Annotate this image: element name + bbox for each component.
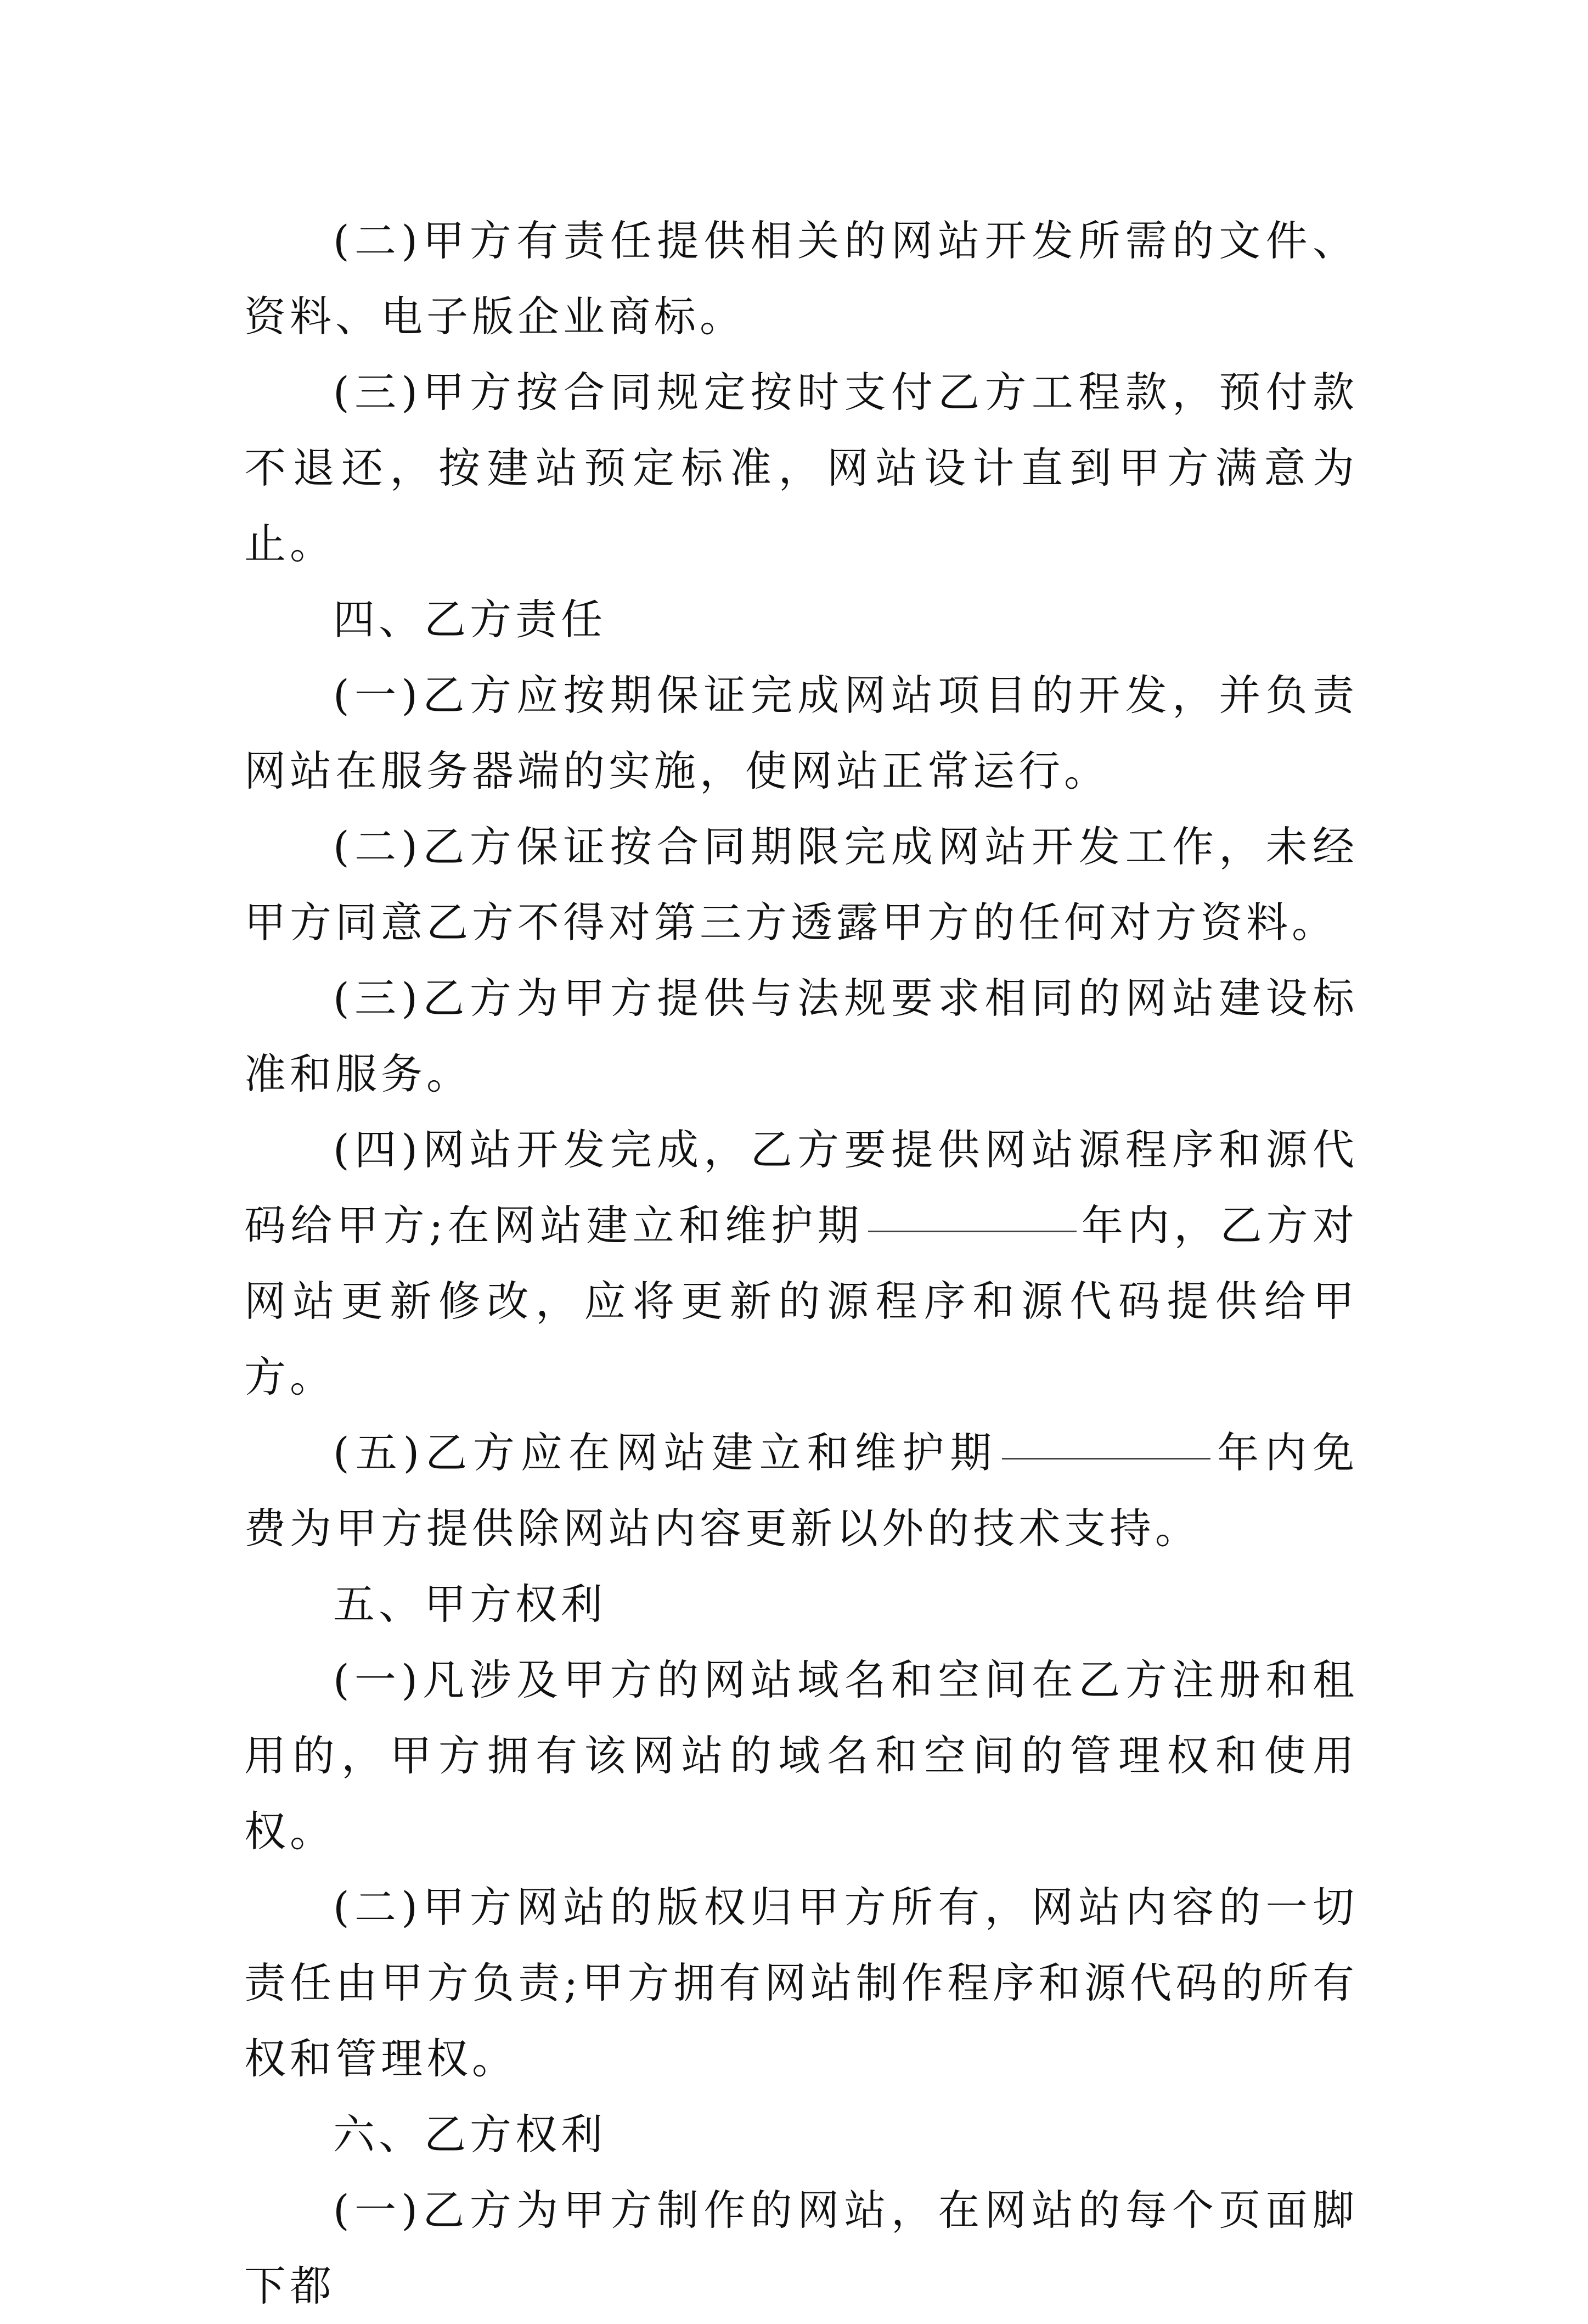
clause-2-jia-materials: (二)甲方有责任提供相关的网站开发所需的文件、资料、电子版企业商标。 [244,216,1358,341]
clause-1-yi-footer: (一)乙方为甲方制作的网站，在网站的每个页面脚下都 [244,2186,1358,2310]
clause-2-yi-confidentiality: (二)乙方保证按合同期限完成网站开发工作，未经甲方同意乙方不得对第三方透露甲方的任何对方资料。 [244,822,1358,947]
section-heading-yi-responsibility: 四、乙方责任 [333,595,606,644]
clause-3-yi-standards: (三)乙方为甲方提供与法规要求相同的网站建设标准和服务。 [244,974,1358,1098]
clause-4-text-before: (四)网站开发完成，乙方要提供网站源程序和源代码给甲方;在网站建立和维护期 [244,1125,1358,1250]
section-heading-jia-rights: 五、甲方权利 [333,1580,606,1629]
clause-4-text-after: 年内，乙方对网站更新修改，应将更新的源程序和源代码提供给甲方。 [244,1201,1359,1401]
clause-4-yi-source-code [244,1112,1358,1415]
clause-1-yi-development: (一)乙方应按期保证完成网站项目的开发，并负责网站在服务器端的实施，使网站正常运行。 [244,671,1358,795]
fill-in-blank-years [1002,1457,1210,1459]
clause-3-jia-payment: (三)甲方按合同规定按时支付乙方工程款，预付款不退还，按建站预定标准，网站设计直到甲方满意为止。 [244,368,1358,568]
clause-5-yi-support [244,1415,1358,1567]
clause-2-jia-copyright: (二)甲方网站的版权归甲方所有，网站内容的一切责任由甲方负责;甲方拥有网站制作程序和源代码的所有权和管理权。 [244,1883,1358,2083]
clause-1-jia-domain: (一)凡涉及甲方的网站域名和空间在乙方注册和租用的，甲方拥有该网站的域名和空间的管理权和使用权。 [244,1655,1358,1856]
section-heading-yi-rights: 六、乙方权利 [333,2110,606,2159]
document-body [244,203,1358,2324]
clause-5-text-after: 年内免费为甲方提供除网站内容更新以外的技术支持。 [244,1428,1358,1553]
clause-5-text-before: (五)乙方应在网站建立和维护期 [333,1428,998,1477]
fill-in-blank-years [868,1230,1077,1232]
